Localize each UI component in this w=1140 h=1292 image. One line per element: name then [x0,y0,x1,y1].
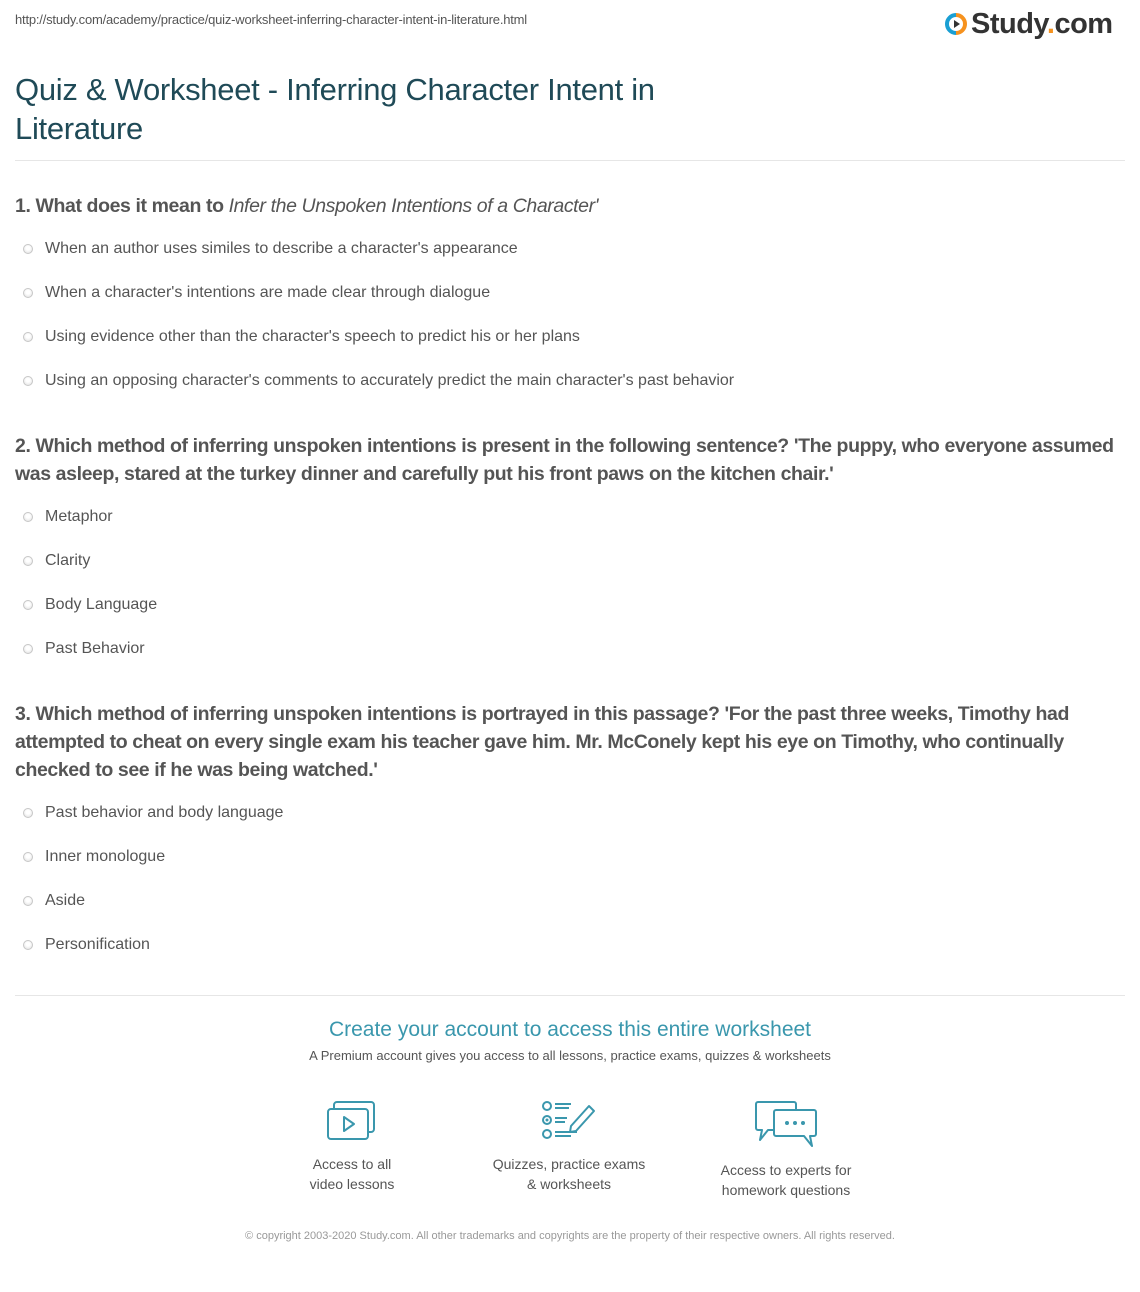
answer-option[interactable]: When an author uses similes to describe a character's appearance [23,237,518,261]
feature-quizzes: Quizzes, practice exams & worksheets [469,1100,669,1194]
radio-button[interactable] [23,644,33,654]
radio-button[interactable] [23,940,33,950]
quiz-checklist-icon [541,1100,597,1142]
answer-option[interactable]: Personification [23,933,150,957]
answer-option[interactable]: Past Behavior [23,637,145,661]
radio-button[interactable] [23,556,33,566]
copyright-text: © copyright 2003-2020 Study.com. All other trademarks and copyrights are the property of their respective owners. All rights reserved. [245,1230,895,1242]
radio-button[interactable] [23,244,33,254]
answer-option[interactable]: Clarity [23,549,90,573]
question-2: 2. Which method of inferring unspoken intentions is present in the following sentence? 'The puppy, who everyone assumed was asleep, stared at the turkey dinner and carefully put his front paws on the kitchen chair.' [15,435,1114,485]
radio-button[interactable] [23,896,33,906]
video-lessons-icon [326,1100,378,1142]
divider [15,160,1125,161]
radio-button[interactable] [23,288,33,298]
answer-option[interactable]: Body Language [23,593,157,617]
answer-option[interactable]: Inner monologue [23,845,165,869]
question-3: 3. Which method of inferring unspoken intentions is portrayed in this passage? 'For the past three weeks, Timothy had attempted to cheat on every single exam his teacher gave him. Mr. McConely kept his eye on Timothy, who continually checked to see if he was being watched.' [15,703,1069,781]
answer-option[interactable]: Past behavior and body language [23,801,283,825]
radio-button[interactable] [23,808,33,818]
create-account-link[interactable]: Create your account to access this entire worksheet [328,1018,812,1041]
answer-option[interactable]: Using an opposing character's comments to accurately predict the main character's past behavior [23,369,734,393]
radio-button[interactable] [23,600,33,610]
answer-option[interactable]: When a character's intentions are made clear through dialogue [23,281,490,305]
feature-video-lessons: Access to all video lessons [252,1100,452,1194]
divider [15,995,1125,996]
radio-button[interactable] [23,376,33,386]
answer-option[interactable]: Metaphor [23,505,113,529]
logo-text: Study.com [971,8,1113,40]
study-logo[interactable] [945,8,1113,40]
page-url: http://study.com/academy/practice/quiz-worksheet-inferring-character-intent-in-literature.html [15,12,527,27]
radio-button[interactable] [23,852,33,862]
question-1: 1. What does it mean to Infer the Unspoken Intentions of a Character' [15,195,599,217]
feature-experts: Access to experts for homework questions [686,1100,886,1200]
answer-option[interactable]: Aside [23,889,85,913]
page-title: Quiz & Worksheet - Inferring Character Intent in Literature [15,72,655,146]
cta-subtitle: A Premium account gives you access to all lessons, practice exams, quizzes & worksheets [309,1048,831,1063]
play-circle-logo-icon [945,13,967,35]
radio-button[interactable] [23,512,33,522]
answer-option[interactable]: Using evidence other than the character's speech to predict his or her plans [23,325,580,349]
radio-button[interactable] [23,332,33,342]
chat-bubbles-icon [754,1100,818,1148]
